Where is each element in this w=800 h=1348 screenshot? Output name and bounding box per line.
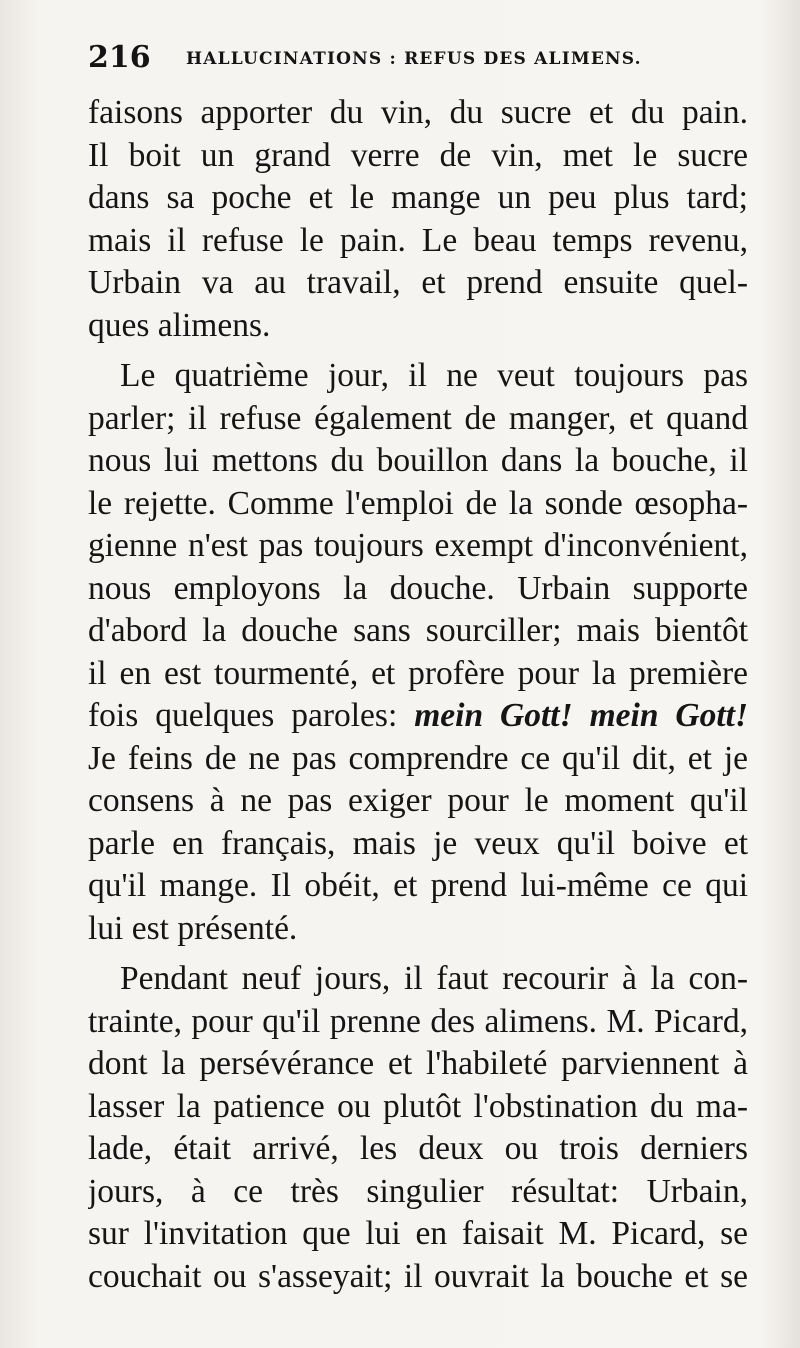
text-segment: fois quelques paroles: (88, 697, 398, 734)
text-line: ques alimens. (88, 306, 271, 344)
running-head: HALLUCINATIONS : REFUS DES ALIMENS. (186, 49, 642, 69)
page-number: 216 (88, 40, 151, 75)
text-line: gienne n'est pas toujours exempt d'inconvénient, (88, 527, 748, 564)
body-text (88, 92, 748, 1298)
text-line-with-quote (88, 695, 748, 738)
text-line: Je feins de ne pas comprendre ce qu'il dit, et je (88, 739, 748, 777)
text-line: Il boit un grand verre de vin, met le sucre (88, 136, 748, 174)
italic-quote: mein Gott! mein Gott! (414, 697, 748, 734)
page-header (88, 40, 748, 80)
text-line: Pendant neuf jours, il faut recourir à la con- (120, 960, 748, 997)
text-line: dans sa poche et le mange un peu plus tard; (88, 179, 748, 216)
text-line: dont la persévérance et l'habileté parviennent à (88, 1045, 748, 1082)
text-line: sur l'invitation que lui en faisait M. Picard, se (88, 1215, 748, 1252)
text-line: parler; il refuse également de manger, et quand (88, 399, 748, 437)
text-line: qu'il mange. Il obéit, et prend lui-même ce qui (88, 867, 748, 904)
text-line: lade, était arrivé, les deux ou trois derniers (88, 1130, 748, 1167)
text-line: nous employons la douche. Urbain supporte (88, 569, 748, 607)
text-line: consens à ne pas exiger pour le moment qu'il (88, 782, 748, 819)
text-line: trainte, pour qu'il prenne des alimens. M. Picard, (88, 1002, 748, 1040)
text-line: d'abord la douche sans sourciller; mais bientôt (88, 612, 748, 649)
text-line: jours, à ce très singulier résultat: Urbain, (88, 1172, 748, 1210)
text-line: nous lui mettons du bouillon dans la bouche, il (88, 442, 748, 479)
text-line: couchait ou s'asseyait; il ouvrait la bouche et se (88, 1257, 748, 1295)
text-line: parle en français, mais je veux qu'il boive et (88, 824, 748, 862)
text-line: mais il refuse le pain. Le beau temps revenu, (88, 221, 748, 259)
text-line: Urbain va au travail, et prend ensuite quel- (88, 264, 748, 301)
text-line: le rejette. Comme l'emploi de la sonde œsopha- (88, 484, 748, 522)
text-line: Le quatrième jour, il ne veut toujours pas (120, 357, 748, 394)
text-line: lasser la patience ou plutôt l'obstination du ma- (88, 1087, 748, 1125)
text-line: faisons apporter du vin, du sucre et du pain. (88, 94, 748, 131)
text-line: lui est présenté. (88, 909, 298, 947)
text-line: il en est tourmenté, et profère pour la première (88, 654, 748, 692)
